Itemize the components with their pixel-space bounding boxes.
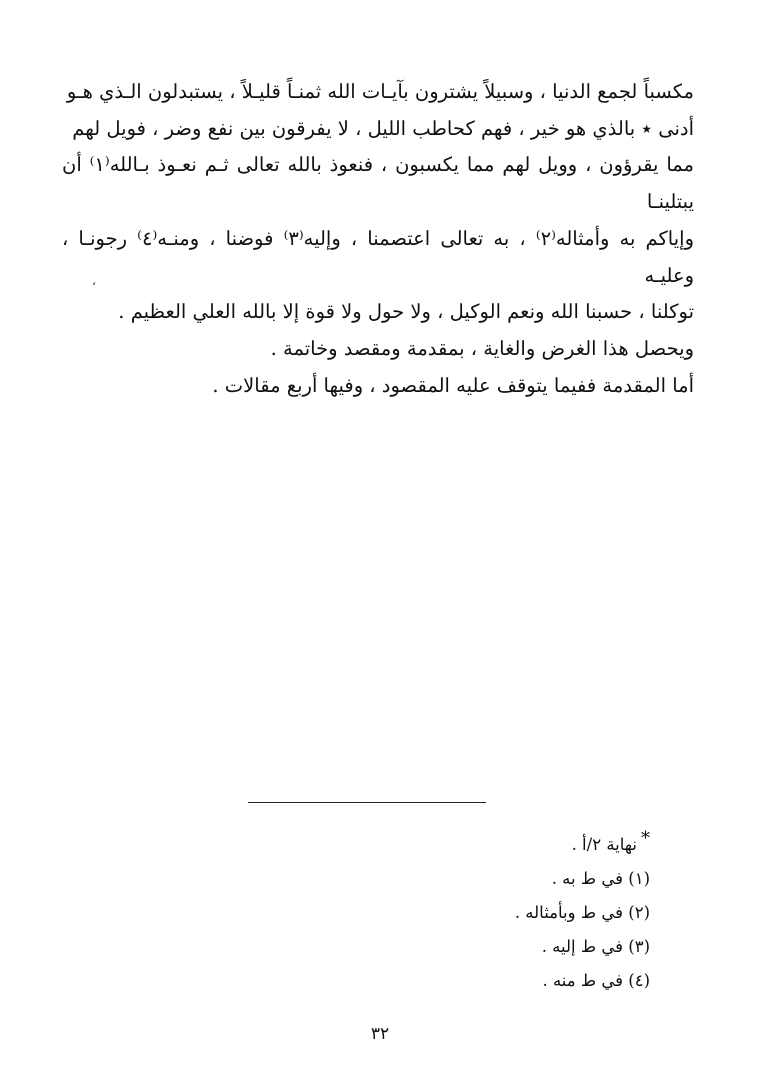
footnote-2: (٢) في ط وبأمثاله . [514, 903, 650, 922]
margin-mark: ، [92, 274, 96, 288]
star-marker: * [641, 828, 650, 849]
text-line-4: وإياكم به وأمثاله⁽٢⁾ ، به تعالى اعتصمنا ، وإليه⁽٣⁾ فوضنا ، ومنـه⁽٤⁾ رجونـا ، وعليـه [62, 226, 694, 287]
footnote-star [250, 822, 650, 862]
main-text-block [62, 74, 694, 404]
paragraph-3: أما المقدمة ففيما يتوقف عليه المقصود ، وفيها أربع مقالات . [212, 373, 694, 397]
footnote-separator [248, 802, 486, 803]
paragraph-1 [62, 74, 694, 331]
paragraph-2: ويحصل هذا الغرض والغاية ، بمقدمة ومقصد وخاتمة . [270, 336, 694, 360]
text-line-3: مما يقرؤون ، وويل لهم مما يكسبون ، فنعوذ بالله تعالى ثـم نعـوذ بـالله⁽١⁾ أن يبتلينـا [62, 153, 694, 214]
text-line-1: مكسباً لجمع الدنيا ، وسبيلاً يشترون بآيـات الله ثمنـاً قليـلاً ، يستبدلون الـذي هـو [66, 80, 694, 103]
text-line-5: توكلنا ، حسبنا الله ونعم الوكيل ، ولا حول ولا قوة إلا بالله العلي العظيم . [118, 300, 694, 324]
page-number: ٣٢ [370, 1024, 390, 1044]
footnote-star-text: نهاية ٢/أ . [571, 835, 637, 854]
footnote-1: (١) في ط به . [551, 869, 650, 888]
footnote-3: (٣) في ط إليه . [541, 937, 650, 956]
text-line-2: أدنى ٭ بالذي هو خير ، فهم كحاطب الليل ، لا يفرقون بين نفع وضر ، فويل لهم [72, 116, 694, 140]
footnote-4: (٤) في ط منه . [542, 971, 650, 990]
footnotes [250, 822, 650, 998]
